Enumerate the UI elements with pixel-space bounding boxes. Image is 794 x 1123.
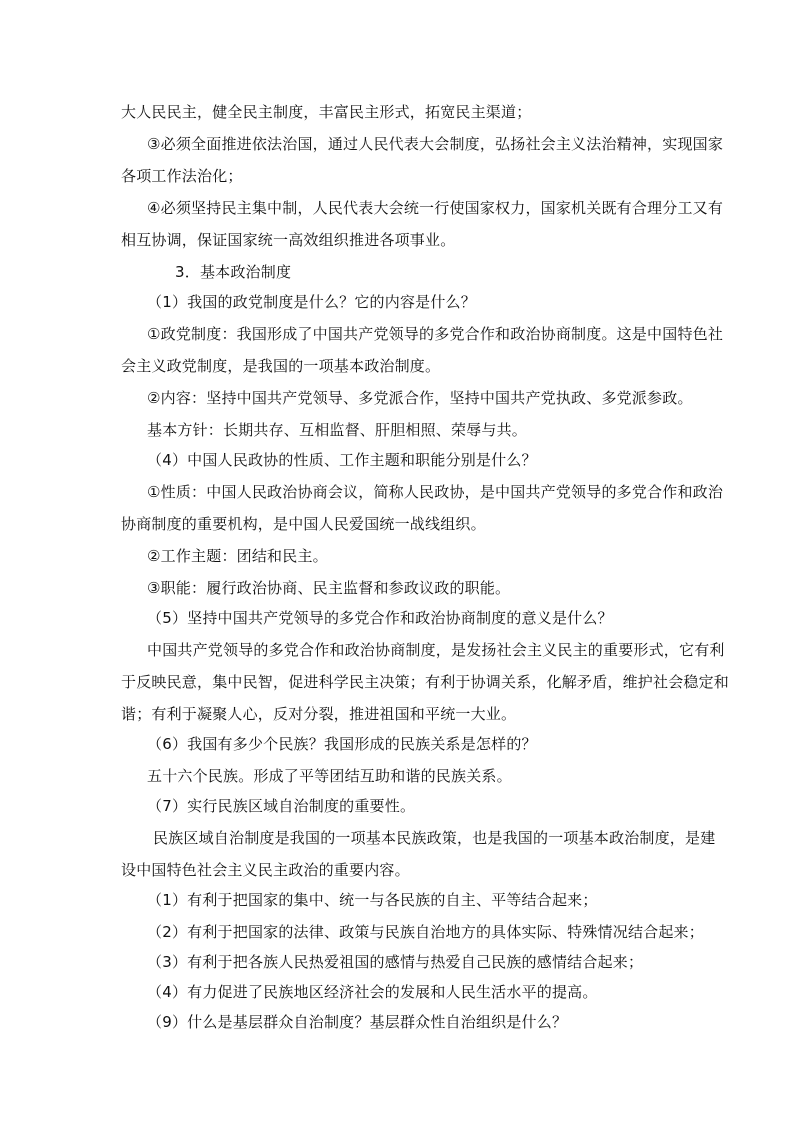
list-item: （4）有力促进了民族地区经济社会的发展和人民生活水平的提高。 — [147, 983, 598, 1001]
question-line: （1）我国的政党制度是什么？它的内容是什么？ — [147, 293, 476, 311]
question-line: （4）中国人民政协的性质、工作主题和职能分别是什么？ — [147, 451, 537, 469]
text-line: ②工作主题：团结和民主。 — [147, 547, 328, 565]
text-line: 民族区域自治制度是我国的一项基本民族政策，也是我国的一项基本政治制度，是建 — [153, 829, 716, 847]
text-line: 基本方针：长期共存、互相监督、肝胆相照、荣辱与共。 — [147, 421, 528, 439]
text-line: ①性质：中国人民政治协商会议，简称人民政协，是中国共产党领导的多党合作和政治 — [147, 483, 724, 501]
text-line: 相互协调，保证国家统一高效组织推进各项事业。 — [121, 231, 456, 249]
list-item: （3）有利于把各族人民热爱祖国的感情与热爱自己民族的感情结合起来； — [147, 953, 644, 971]
text-line: 各项工作法治化； — [121, 167, 243, 185]
text-line: 协商制度的重要机构，是中国人民爱国统一战线组织。 — [121, 515, 486, 533]
text-line: ③必须全面推进依法治国，通过人民代表大会制度，弘扬社会主义法治精神，实现国家 — [147, 135, 724, 153]
text-line: 会主义政党制度，是我国的一项基本政治制度。 — [121, 357, 441, 375]
question-line: （7）实行民族区域自治制度的重要性。 — [147, 797, 416, 815]
text-line: 设中国特色社会主义民主政治的重要内容。 — [121, 861, 410, 879]
list-item: （1）有利于把国家的集中、统一与各民族的自主、平等结合起来； — [147, 891, 598, 909]
text-line: ①政党制度：我国形成了中国共产党领导的多党合作和政治协商制度。这是中国特色社 — [147, 325, 724, 343]
text-line: ④必须坚持民主集中制，人民代表大会统一行使国家权力，国家机关既有合理分工又有 — [147, 199, 724, 217]
text-line: ③职能：履行政治协商、民主监督和参政议政的职能。 — [147, 579, 511, 597]
list-item: （2）有利于把国家的法律、政策与民族自治地方的具体实际、特殊情况结合起来； — [147, 923, 704, 941]
question-line: （9）什么是基层群众自治制度？基层群众性自治组织是什么？ — [147, 1013, 568, 1031]
text-line: 中国共产党领导的多党合作和政治协商制度，是发扬社会主义民主的重要形式，它有利 — [147, 641, 725, 659]
text-line: ②内容：坚持中国共产党领导、多党派合作，坚持中国共产党执政、多党派参政。 — [147, 389, 693, 407]
question-line: （6）我国有多少个民族？我国形成的民族关系是怎样的？ — [147, 735, 537, 753]
text-line: 大人民民主，健全民主制度，丰富民主形式，拓宽民主渠道； — [121, 103, 532, 121]
question-line: （5）坚持中国共产党领导的多党合作和政治协商制度的意义是什么？ — [147, 609, 613, 627]
text-line: 五十六个民族。形成了平等团结互助和谐的民族关系。 — [147, 767, 512, 785]
text-line: 谐；有利于凝聚人心，反对分裂，推进祖国和平统一大业。 — [121, 705, 517, 723]
section-heading: 3．基本政治制度 — [175, 263, 292, 281]
text-line: 于反映民意，集中民智，促进科学民主决策；有利于协调关系，化解矛盾，维护社会稳定和 — [121, 673, 730, 691]
